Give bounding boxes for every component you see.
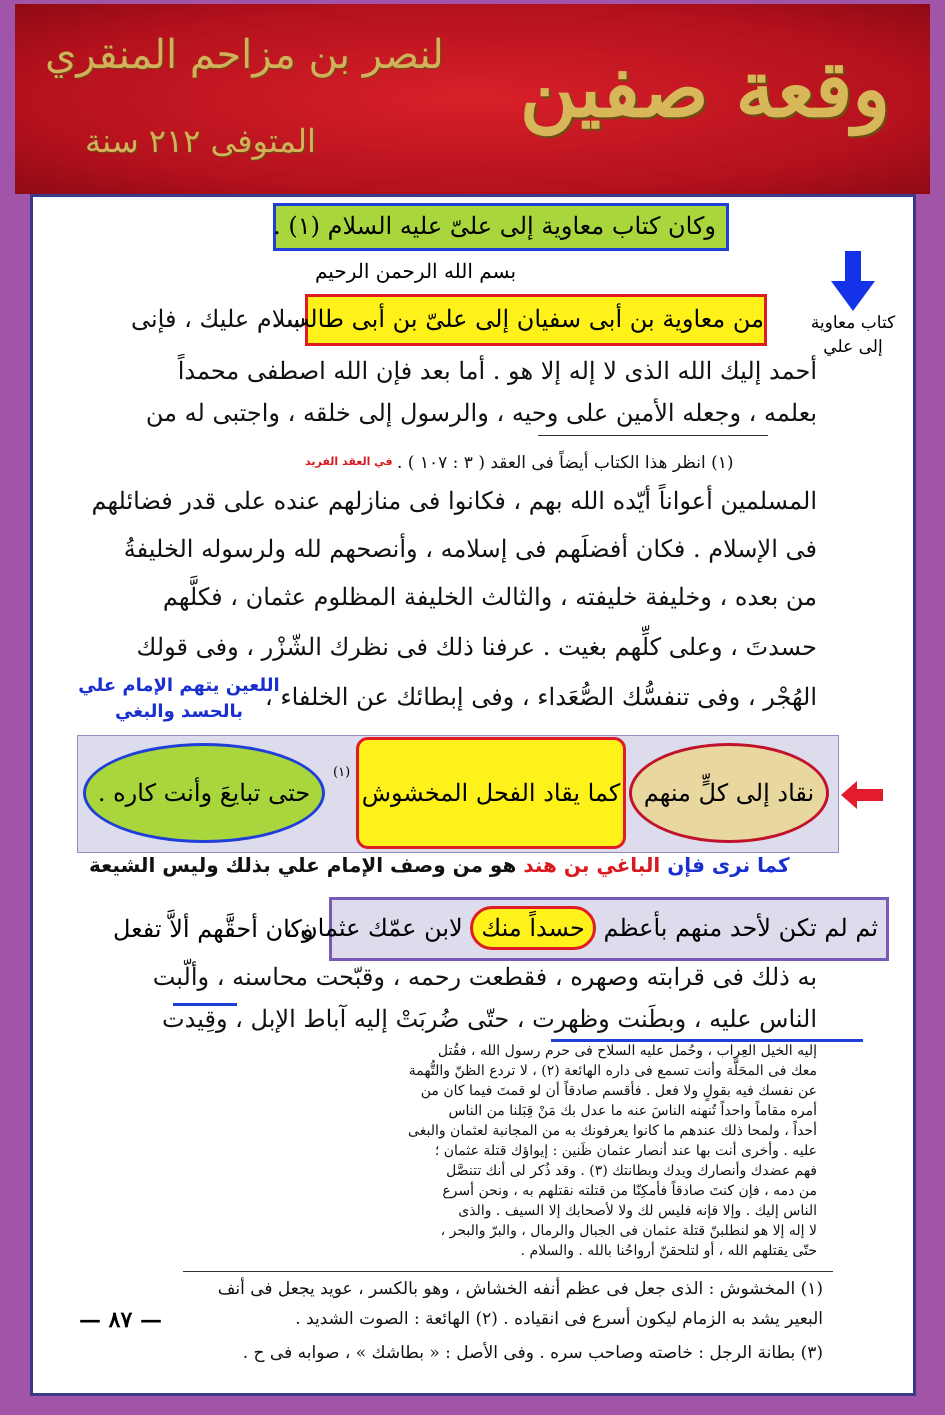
annotation-part: هو من وصف الإمام علي بذلك وليس الشيعة — [89, 853, 517, 877]
book-page — [30, 194, 916, 1396]
divider — [538, 435, 768, 436]
text-line: وكان أحقَّهم ألاَّ تفعل — [113, 915, 314, 943]
footnote-top: (١) انظر هذا الكتاب أيضاً فى العقد ( ٣ : ١٠٧ ) . — [397, 453, 734, 473]
small-text-line: فهم عضدك وأنصارك ويدك وبطانتك (٣) . وقد ذُكر لى أنك تتنصَّل — [446, 1163, 817, 1179]
strip-center-text: كما يقاد الفحل المخشوش — [361, 779, 621, 807]
text-line: حسدتَ ، وعلى كلِّهم بغيت . عرفنا ذلك فى نظرك الشّزْر ، وفى قولك — [136, 633, 817, 661]
book-author: لنصر بن مزاحم المنقري — [45, 32, 444, 78]
strip-oval-right — [83, 743, 325, 843]
text-line: المسلمين أعواناً أيّده الله بهم ، فكانوا فى منازلهم عنده على قدر فضائلهم — [91, 487, 817, 515]
annotation-part: كما نرى فإن — [667, 853, 790, 877]
text-line: سلام عليك ، فإنى — [131, 305, 307, 333]
side-label-line: كتاب معاوية — [810, 313, 896, 333]
text-line: من بعده ، وخليفة خليفته ، والثالث الخليفة المظلوم عثمان ، فكلَّهم — [162, 583, 817, 611]
side-label — [798, 311, 908, 359]
box-text: ثم لم تكن لأحد منهم بأعظم — [603, 914, 878, 942]
small-text-line: من دمه ، فإن كنتَ صادقاً فأمكِنّا من قتلته نقتلهم به ، ونحن أسرع — [442, 1183, 817, 1199]
author-death-date: المتوفى ٢١٢ سنة — [85, 122, 316, 160]
annotation-commentary — [89, 853, 790, 877]
arrow-down-icon — [829, 251, 877, 313]
small-text-line: إليه الخيل العِراب ، وحُمل عليه السلاح فى حرم رسول الله ، فقُتل — [437, 1043, 817, 1059]
footnote-line: (٣) بطانة الرجل : خاصته وصاحب سره . وفى الأصل : « بطاشك » ، صوابه فى ح . — [242, 1343, 823, 1363]
box-text: لابن عمّك عثمان ، — [284, 914, 463, 942]
small-text-line: لا إله إلا هو لنطلبنّ قتلة عثمان فى الجبال والرمال ، والبرّ والبحر ، — [440, 1223, 817, 1239]
section-heading-text: وكان كتاب معاوية إلى علىّ عليه السلام (١) . — [273, 212, 716, 240]
annotation-accusation — [69, 673, 289, 725]
annotation-part-red: الباغي بن هند — [523, 853, 661, 877]
page-number: — ٨٧ — — [79, 1307, 162, 1333]
small-text-line: حتّى يقتلهم الله ، أو لتلحقنّ أرواحُنا بالله . والسلام . — [520, 1243, 817, 1259]
strip-right-text: حتى تبايعَ وأنت كاره . — [97, 779, 311, 807]
annotation-line: اللعين يتهم الإمام علي — [78, 675, 280, 696]
envy-oval — [470, 906, 595, 950]
letter-from-text: من معاوية بن أبى سفيان إلى علىّ بن أبى طالب . — [271, 305, 764, 333]
small-text-line: الناس إليك . وإلا فإنه فليس لك ولا لأصحابك إلا السيف . والذى — [458, 1203, 817, 1219]
strip-superscript: (١) — [333, 765, 351, 780]
text-line: الناس عليه ، وبطَنت وظهرت ، حتّى ضُربَتْ إليه آباط الإبل ، وقِيدت — [162, 1005, 817, 1033]
underline — [551, 1039, 863, 1042]
strip-left-text: نقاد إلى كلٍّ منهم — [643, 779, 815, 807]
book-title-banner — [15, 4, 930, 194]
letter-from-box — [271, 294, 767, 346]
small-text-line: معك فى المحَلَّة وأنت تسمع فى داره الهائعة (٢) ، لا تردع الظنّ والتُّهمة — [408, 1063, 817, 1079]
basmala: بسم الله الرحمن الرحيم — [315, 259, 517, 283]
strip-box-center — [356, 737, 626, 849]
small-text-line: أمره مقاماً واحداً تُنهنه الناسَ عنه ما عدل بك مَنْ قِبَلنا من الناس — [448, 1103, 817, 1119]
text-line: فى الإسلام . فكان أفضلَهم فى إسلامه ، وأنصحهم لله ولرسوله الخليفةُ — [123, 535, 817, 563]
text-line: بعلمه ، وجعله الأمين على وحيه ، والرسول إلى خلقه ، واجتبى له من — [145, 399, 817, 427]
divider — [183, 1271, 833, 1272]
annotation-line: بالحسد والبغي — [114, 701, 244, 722]
text-line: أحمد إليك الله الذى لا إله إلا هو . أما بعد فإن الله اصطفى محمداً — [177, 357, 817, 385]
small-text-line: عليه . وأخرى أنت بها عند أنصار عثمان ظَنين : إيواؤك قتلة عثمان ؛ — [434, 1143, 817, 1159]
footnote-line: (١) المخشوش : الذى جعل فى عظم أنفه الخشاش ، وهو بالكسر ، عويد يجعل فى أنف — [217, 1279, 823, 1299]
side-label-line: إلى علي — [823, 337, 883, 357]
footnote-line: البعير يشد به الزمام ليكون أسرع فى انقياده . (٢) الهائعة : الصوت الشديد . — [295, 1309, 823, 1329]
envy-text: حسداً منك — [481, 914, 585, 942]
text-line: به ذلك فى قرابته وصهره ، فقطعت رحمه ، وقبّحت محاسنه ، وألّبت — [152, 963, 817, 991]
text-line: الهُجْر ، وفى تنفسُّك الصُّعَداء ، وفى إبطائك عن الخلفاء ، — [264, 683, 817, 711]
section-heading — [273, 203, 729, 251]
footnote-top-note: في العقد الفريد — [305, 455, 393, 468]
small-text-line: عن نفسك فيه بقولٍ ولا فعل . فأقسم صادقاً أن لو قمتَ فيما كان من — [420, 1083, 817, 1099]
small-text-line: أحداً ، ولمحا ذلك عندهم ما كانوا يعرفونك به من المجانبة لعثمان والبغى — [408, 1123, 817, 1139]
strip-oval-left — [629, 743, 829, 843]
arrow-left-icon — [841, 781, 883, 809]
underline — [173, 1003, 237, 1006]
book-title: وقعة صفين — [519, 44, 890, 135]
highlight-box — [284, 897, 889, 961]
